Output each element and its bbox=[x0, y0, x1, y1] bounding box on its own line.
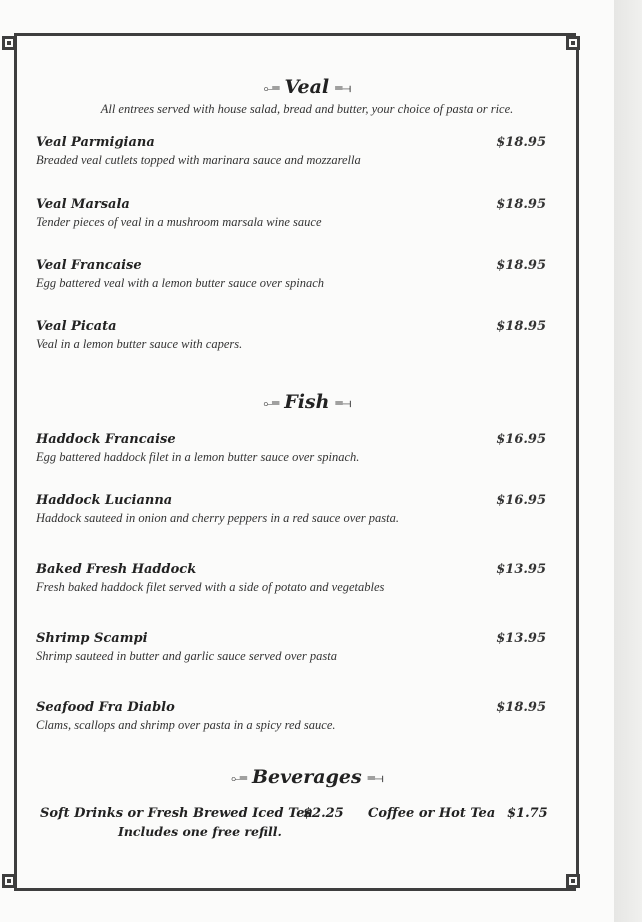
ornament-left-icon: ⟜═ bbox=[263, 395, 279, 410]
coffee-label: Coffee or Hot Tea bbox=[368, 806, 496, 821]
item-price: $13.95 bbox=[496, 562, 546, 577]
menu-item bbox=[36, 492, 546, 526]
item-name: Haddock Francaise bbox=[36, 432, 176, 447]
item-price: $16.95 bbox=[496, 432, 546, 447]
item-name: Seafood Fra Diablo bbox=[36, 700, 175, 715]
menu-item bbox=[36, 431, 546, 465]
frame-left bbox=[14, 36, 17, 888]
item-description: Veal in a lemon butter sauce with capers. bbox=[36, 337, 243, 351]
item-price: $18.95 bbox=[496, 700, 546, 715]
item-description: Haddock sauteed in onion and cherry peppers in a red sauce over pasta. bbox=[36, 511, 400, 525]
item-description: Shrimp sauteed in butter and garlic sauce served over pasta bbox=[36, 649, 337, 663]
ornament-right-icon: ═⟞ bbox=[335, 395, 351, 410]
beverages-row bbox=[0, 806, 614, 826]
item-name: Shrimp Scampi bbox=[36, 631, 148, 646]
beverages-section-title: ⟜═ Beverages ═⟞ bbox=[231, 766, 383, 788]
soft-drinks-price: $2.25 bbox=[303, 806, 344, 821]
frame-bottom bbox=[14, 888, 576, 891]
item-price: $16.95 bbox=[496, 493, 546, 508]
menu-item bbox=[36, 630, 546, 664]
item-price: $18.95 bbox=[496, 135, 546, 150]
item-description: Egg battered veal with a lemon butter sauce over spinach bbox=[36, 276, 325, 290]
menu-item bbox=[36, 699, 546, 733]
item-name: Veal Marsala bbox=[36, 197, 130, 212]
frame-top bbox=[14, 33, 576, 36]
ornament-left-icon: ⟜═ bbox=[231, 770, 246, 785]
corner-ornament-icon bbox=[2, 36, 16, 50]
coffee-price: $1.75 bbox=[507, 806, 548, 821]
ornament-right-icon: ═⟞ bbox=[335, 80, 351, 95]
item-name: Veal Francaise bbox=[36, 258, 142, 273]
page-edge-shadow bbox=[614, 0, 642, 922]
item-name: Haddock Lucianna bbox=[36, 493, 173, 508]
corner-ornament-icon bbox=[2, 874, 16, 888]
refill-note: Includes one free refill. bbox=[118, 824, 282, 839]
item-description: Tender pieces of veal in a mushroom marsala wine sauce bbox=[36, 215, 322, 229]
menu-item bbox=[36, 134, 546, 168]
item-description: Fresh baked haddock filet served with a side of potato and vegetables bbox=[36, 580, 385, 594]
fish-section-title: ⟜═ Fish ═⟞ bbox=[263, 391, 351, 413]
item-price: $13.95 bbox=[496, 631, 546, 646]
ornament-right-icon: ═⟞ bbox=[367, 770, 383, 785]
item-name: Veal Parmigiana bbox=[36, 135, 155, 150]
soft-drinks-label: Soft Drinks or Fresh Brewed Iced Tea bbox=[40, 806, 313, 821]
item-name: Veal Picata bbox=[36, 319, 117, 334]
menu-item bbox=[36, 318, 546, 352]
item-price: $18.95 bbox=[496, 319, 546, 334]
item-price: $18.95 bbox=[496, 258, 546, 273]
ornament-left-icon: ⟜═ bbox=[263, 80, 279, 95]
item-description: Breaded veal cutlets topped with marinara sauce and mozzarella bbox=[36, 153, 361, 167]
veal-section-title: ⟜═ Veal ═⟞ bbox=[263, 76, 351, 98]
corner-ornament-icon bbox=[566, 874, 580, 888]
menu-item bbox=[36, 196, 546, 230]
item-name: Baked Fresh Haddock bbox=[36, 562, 197, 577]
item-price: $18.95 bbox=[496, 197, 546, 212]
menu-item bbox=[36, 257, 546, 291]
item-description: Clams, scallops and shrimp over pasta in a spicy red sauce. bbox=[36, 718, 336, 732]
item-description: Egg battered haddock filet in a lemon butter sauce over spinach. bbox=[36, 450, 360, 464]
corner-ornament-icon bbox=[566, 36, 580, 50]
frame-right bbox=[576, 36, 579, 888]
menu-item bbox=[36, 561, 546, 595]
veal-intro: All entrees served with house salad, bread and butter, your choice of pasta or rice. bbox=[100, 102, 514, 116]
